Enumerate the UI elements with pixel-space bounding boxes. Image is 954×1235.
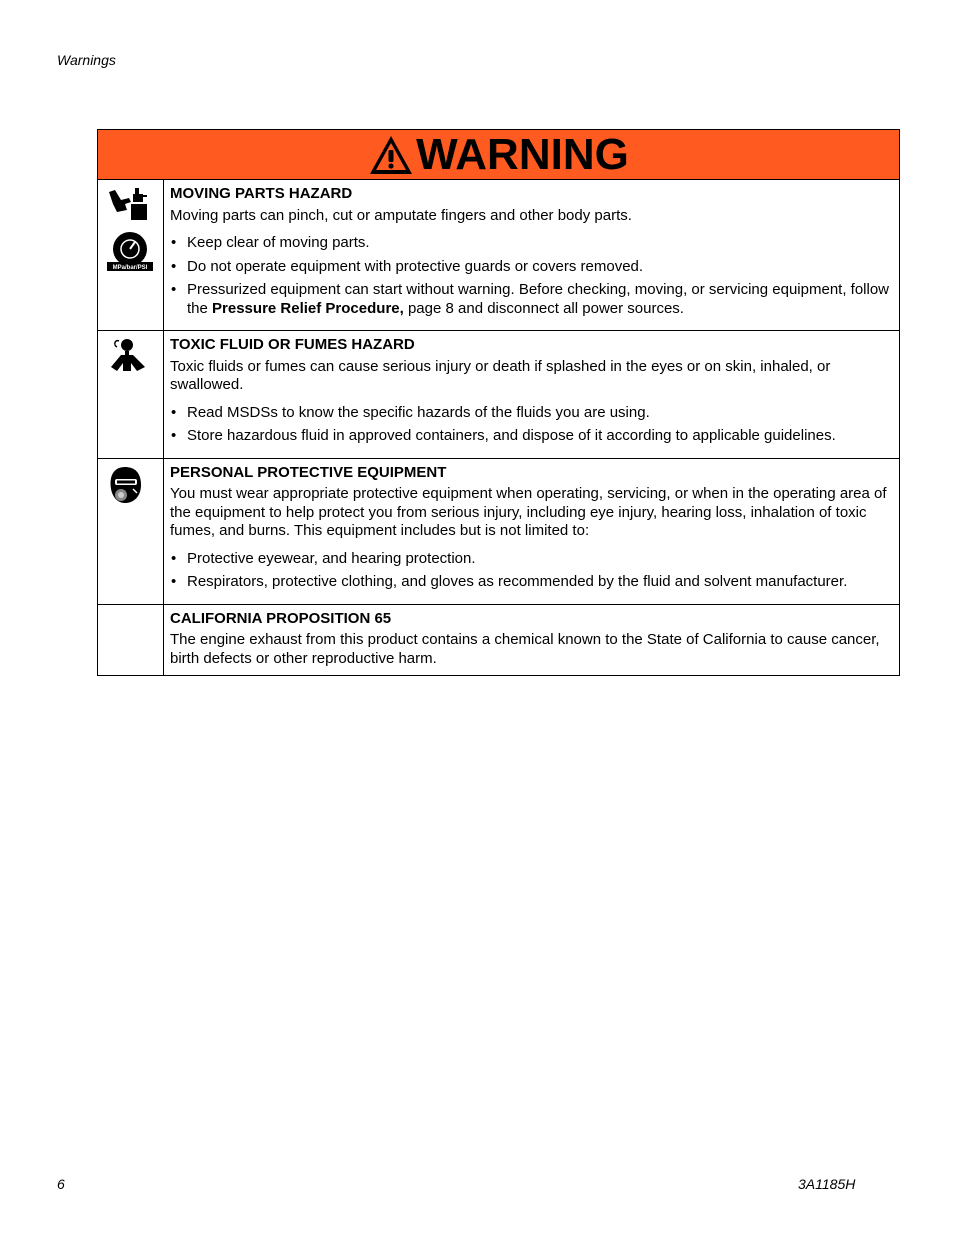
bullet-list	[170, 404, 891, 446]
bullet-item: • Do not operate equipment with protective guards or covers removed.	[170, 258, 891, 277]
bullet-text: page 8 and disconnect all power sources.	[403, 299, 684, 317]
section-body: The engine exhaust from this product contains a chemical known to the State of California to cause cancer, birth defects or other reproductive harm.	[170, 631, 880, 667]
moving-parts-hand-icon	[107, 186, 149, 222]
bullet-item: • Keep clear of moving parts.	[170, 234, 891, 253]
section-title: PERSONAL PROTECTIVE EQUIPMENT	[170, 463, 447, 481]
warning-triangle-icon	[368, 134, 414, 176]
section-body: Moving parts can pinch, cut or amputate fingers and other body parts.	[170, 206, 632, 224]
section-title: TOXIC FLUID OR FUMES HAZARD	[170, 336, 415, 353]
bullet-item: • Read MSDSs to know the specific hazards of the fluids you are using.	[170, 404, 891, 423]
running-head: Warnings	[57, 52, 116, 68]
bullet-item: • Respirators, protective clothing, and gloves as recommended by the fluid and solvent manufacturer.	[170, 573, 891, 592]
bullet-list	[170, 234, 891, 318]
protective-equipment-head-icon	[107, 465, 143, 505]
section-body: You must wear appropriate protective equipment when operating, servicing, or when in the operating area of the equipment to help protect you from serious injury, including eye injury, hearing loss, inhalation of toxic fumes, and burns. This equipment includes but is not limited to:	[170, 485, 887, 539]
hazard-row-toxic-fluid	[98, 331, 899, 459]
warning-table	[97, 129, 900, 676]
document-number: 3A1185H	[798, 1176, 856, 1192]
hazard-row-proposition-65	[98, 605, 899, 676]
page-number: 6	[57, 1176, 65, 1192]
bullet-list	[170, 550, 891, 592]
bullet-text: Pressurized equipment can start without warning. Before checking, moving, or servicing equipment, follow the	[187, 281, 890, 317]
bullet-item	[170, 281, 891, 318]
hazard-row-protective-equipment	[98, 459, 899, 605]
toxic-fumes-person-icon	[107, 337, 149, 373]
bullet-item: • Protective eyewear, and hearing protection.	[170, 550, 891, 569]
pressure-relief-gauge-icon	[107, 230, 153, 274]
hazard-row-moving-parts	[98, 180, 899, 331]
warning-banner	[98, 130, 899, 180]
section-title: MOVING PARTS HAZARD	[170, 185, 353, 202]
section-title: CALIFORNIA PROPOSITION 65	[170, 609, 392, 627]
pressure-relief-reference: Pressure Relief Procedure,	[212, 299, 404, 317]
section-body: Toxic fluids or fumes can cause serious injury or death if splashed in the eyes or on skin, inhaled, or swallowed.	[170, 357, 831, 393]
gauge-label: MPa/bar/PSI	[112, 265, 148, 271]
warning-banner-label: WARNING	[416, 129, 629, 179]
bullet-item: • Store hazardous fluid in approved containers, and dispose of it according to applicable guidelines.	[170, 427, 891, 446]
